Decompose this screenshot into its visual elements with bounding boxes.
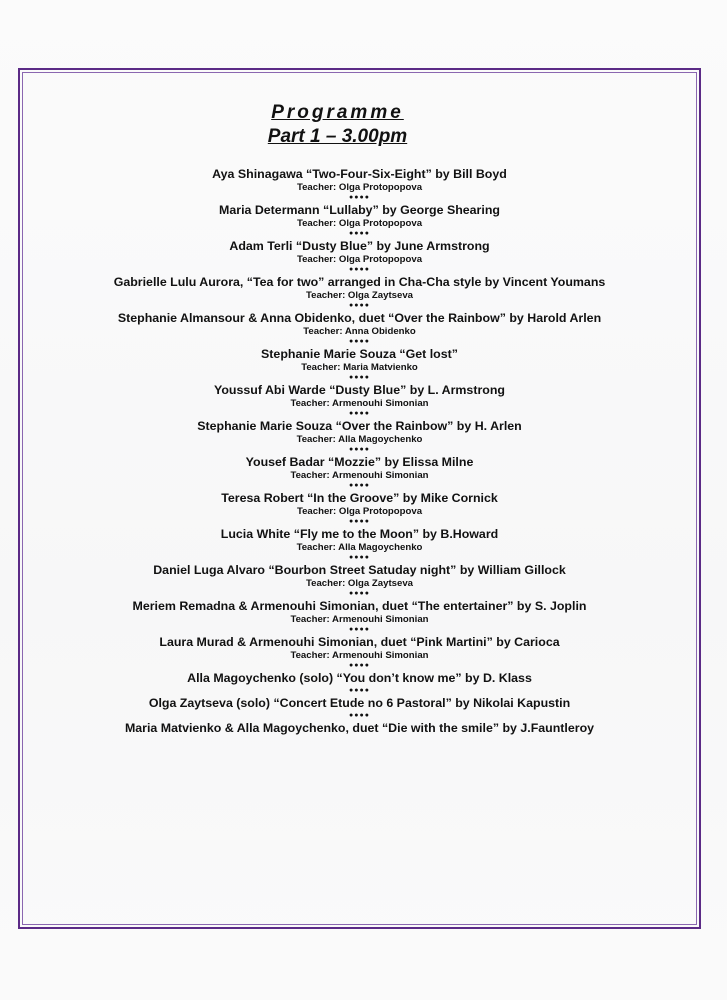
bullet-separator: ●●●● (349, 554, 370, 561)
programme-entry (22, 635, 697, 671)
programme-entry (22, 419, 697, 455)
bullet-separator: ●●●● (349, 302, 370, 309)
performance-line: Stephanie Marie Souza “Get lost” (261, 347, 458, 361)
performance-line: Laura Murad & Armenouhi Simonian, duet “Pink Martini” by Carioca (159, 635, 560, 649)
programme-entry (22, 203, 697, 239)
teacher-line: Teacher: Alla Magoychenko (296, 434, 423, 445)
teacher-line: Teacher: Anna Obidenko (303, 326, 416, 337)
teacher-line: Teacher: Olga Zaytseva (305, 290, 413, 301)
performance-line: Yousef Badar “Mozzie” by Elissa Milne (245, 455, 474, 469)
bullet-separator: ●●●● (349, 518, 370, 525)
programme-entry (22, 563, 697, 599)
bullet-separator: ●●●● (349, 712, 370, 719)
bullet-separator: ●●●● (349, 626, 370, 633)
programme-entry (22, 527, 697, 563)
bullet-separator: ●●●● (349, 662, 370, 669)
programme-entry (22, 383, 697, 419)
programme-title: Programme (271, 102, 404, 123)
teacher-line: Teacher: Armenouhi Simonian (290, 614, 429, 625)
teacher-line: Teacher: Maria Matvienko (301, 362, 418, 373)
teacher-line: Teacher: Armenouhi Simonian (290, 398, 429, 409)
performance-line: Adam Terli “Dusty Blue” by June Armstrong (229, 239, 490, 253)
bullet-separator: ●●●● (349, 338, 370, 345)
programme-entry (22, 599, 697, 635)
programme-entry (22, 696, 697, 721)
programme-entry (22, 311, 697, 347)
programme-part-heading: Part 1 – 3.00pm (267, 126, 408, 147)
programme-entry (22, 721, 697, 736)
teacher-line: Teacher: Olga Protopopova (296, 218, 423, 229)
programme-entry (22, 275, 697, 311)
bullet-separator: ●●●● (349, 687, 370, 694)
performance-line: Teresa Robert “In the Groove” by Mike Cornick (221, 491, 498, 505)
bullet-separator: ●●●● (349, 482, 370, 489)
performance-line: Olga Zaytseva (solo) “Concert Etude no 6 Pastoral” by Nikolai Kapustin (148, 696, 571, 710)
performance-line: Stephanie Marie Souza “Over the Rainbow” by H. Arlen (197, 419, 522, 433)
bullet-separator: ●●●● (349, 374, 370, 381)
programme-content (22, 72, 697, 736)
programme-entry (22, 671, 697, 696)
programme-entry (22, 167, 697, 203)
teacher-line: Teacher: Olga Zaytseva (305, 578, 413, 589)
programme-entry (22, 239, 697, 275)
bullet-separator: ●●●● (349, 410, 370, 417)
bullet-separator: ●●●● (349, 194, 370, 201)
teacher-line: Teacher: Olga Protopopova (296, 254, 423, 265)
performance-line: Gabrielle Lulu Aurora, “Tea for two” arranged in Cha-Cha style by Vincent Youmans (113, 275, 606, 289)
performance-line: Youssuf Abi Warde “Dusty Blue” by L. Armstrong (214, 383, 505, 397)
programme-entry (22, 347, 697, 383)
teacher-line: Teacher: Alla Magoychenko (296, 542, 423, 553)
bullet-separator: ●●●● (349, 266, 370, 273)
teacher-line: Teacher: Olga Protopopova (296, 506, 423, 517)
performance-line: Maria Matvienko & Alla Magoychenko, duet “Die with the smile” by J.Fauntleroy (124, 721, 595, 735)
performance-line: Alla Magoychenko (solo) “You don’t know me” by D. Klass (187, 671, 532, 685)
bullet-separator: ●●●● (349, 590, 370, 597)
bullet-separator: ●●●● (349, 230, 370, 237)
performance-line: Maria Determann “Lullaby” by George Shearing (219, 203, 500, 217)
teacher-line: Teacher: Olga Protopopova (296, 182, 423, 193)
teacher-line: Teacher: Armenouhi Simonian (290, 470, 429, 481)
programme-entry (22, 455, 697, 491)
performance-line: Lucia White “Fly me to the Moon” by B.Howard (220, 527, 499, 541)
performance-line: Stephanie Almansour & Anna Obidenko, duet “Over the Rainbow” by Harold Arlen (117, 311, 602, 325)
teacher-line: Teacher: Armenouhi Simonian (290, 650, 429, 661)
bullet-separator: ●●●● (349, 446, 370, 453)
programme-entry (22, 491, 697, 527)
performance-line: Daniel Luga Alvaro “Bourbon Street Satuday night” by William Gillock (153, 563, 566, 577)
performance-line: Aya Shinagawa “Two-Four-Six-Eight” by Bill Boyd (212, 167, 507, 181)
programme-list (22, 167, 697, 736)
performance-line: Meriem Remadna & Armenouhi Simonian, duet “The entertainer” by S. Joplin (132, 599, 587, 613)
